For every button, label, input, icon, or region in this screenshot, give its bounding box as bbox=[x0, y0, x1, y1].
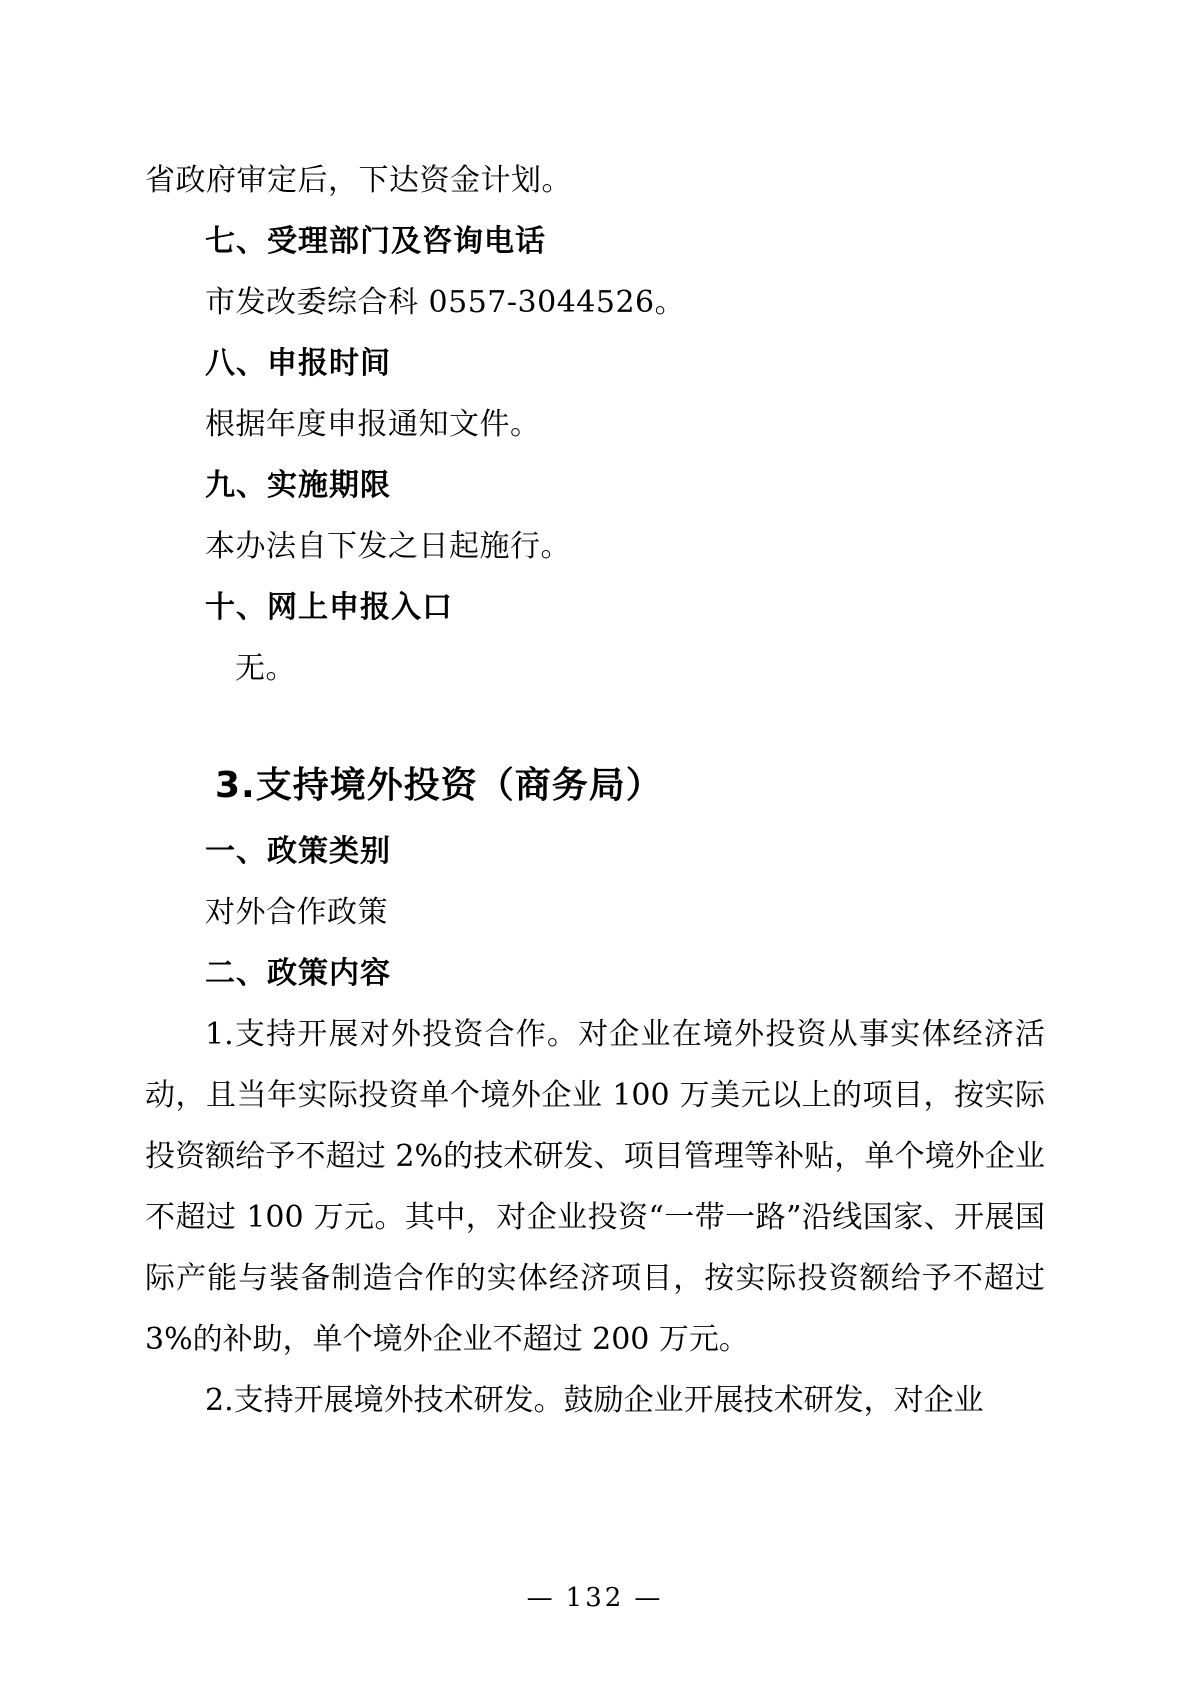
body-section-ten: 无。 bbox=[235, 651, 296, 686]
heading-section-nine: 九、实施期限 bbox=[205, 468, 391, 503]
heading-section-ten: 十、网上申报入口 bbox=[205, 590, 453, 625]
footer-dash-left: — bbox=[526, 1583, 556, 1613]
paragraph-item-2: 2.支持开展境外技术研发。鼓励企业开展技术研发，对企业 bbox=[205, 1383, 984, 1418]
section-spacer bbox=[145, 699, 1045, 751]
paragraph-item-1: 1.支持开展对外投资合作。对企业在境外投资从事实体经济活动，且当年实际投资单个境外企业 100 万美元以上的项目，按实际投资额给予不超过 2%的技术研发、项目管理等补贴，单个境外企业不超过 100 万元。其中，对企业投资“一带一路”沿线国家、开展国际产能与装备制造合作的实体经济项目，按实际投资额给予不超过 3%的补助，单个境外企业不超过 200 万元。 bbox=[145, 1017, 1045, 1357]
heading-section-seven: 七、受理部门及咨询电话 bbox=[205, 224, 546, 259]
page-footer bbox=[0, 1583, 1190, 1613]
page-title: 3.支持境外投资（商务局） bbox=[215, 765, 663, 806]
heading-section-eight: 八、申报时间 bbox=[205, 346, 391, 381]
heading-policy-category: 一、政策类别 bbox=[205, 834, 391, 869]
body-section-seven: 市发改委综合科 0557-3044526。 bbox=[205, 285, 686, 320]
carryover-paragraph: 省政府审定后，下达资金计划。 bbox=[145, 163, 572, 198]
body-section-eight: 根据年度申报通知文件。 bbox=[205, 407, 541, 442]
body-policy-category: 对外合作政策 bbox=[205, 895, 388, 930]
body-section-nine: 本办法自下发之日起施行。 bbox=[205, 529, 571, 564]
heading-policy-content: 二、政策内容 bbox=[205, 956, 391, 991]
footer-dash-right: — bbox=[634, 1583, 664, 1613]
page-number: 132 bbox=[565, 1583, 625, 1613]
